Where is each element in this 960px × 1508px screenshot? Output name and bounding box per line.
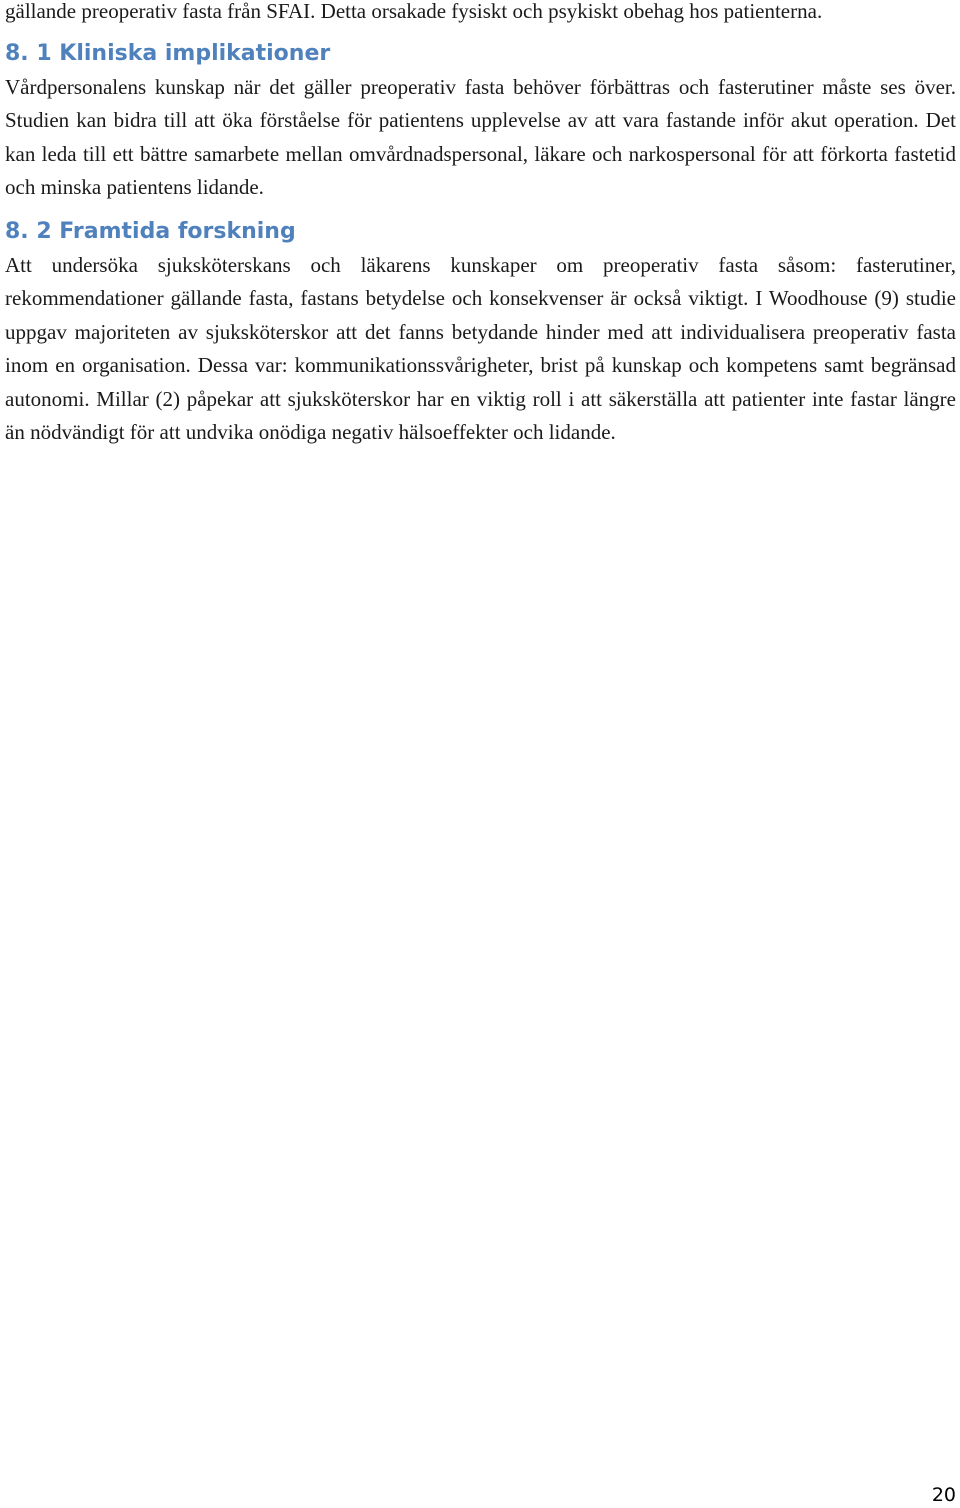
intro-paragraph: gällande preoperativ fasta från SFAI. Detta orsakade fysiskt och psykiskt obehag hos patienterna. [5,0,823,23]
section-paragraph-kliniska-implikationer: Vårdpersonalens kunskap när det gäller preoperativ fasta behöver förbättras och fasterutiner måste ses över. Studien kan bidra till att öka förståelse för patientens upplevelse av att vara fastande inför akut operation. Det kan leda till ett bättre samarbete mellan omvårdnadspersonal, läkare och narkospersonal för att förkorta fastetid och minska patientens lidande. [5,74,956,199]
section-heading-framtida-forskning: 8. 2 Framtida forskning [5,218,296,244]
section-heading-kliniska-implikationer: 8. 1 Kliniska implikationer [5,40,331,66]
page-number: 20 [931,1484,956,1506]
section-paragraph-framtida-forskning: Att undersöka sjuksköterskans och läkarens kunskaper om preoperativ fasta såsom: fasterutiner, rekommendationer gällande fasta, fastans betydelse och konsekvenser är också viktigt. I Woodhouse (9) studie uppgav majoriteten av sjuksköterskor att det fanns betydande hinder med att individualisera preoperativ fasta inom en organisation. Dessa var: kommunikationssvårigheter, brist på kunskap och kompetens samt begränsad autonomi. Millar (2) påpekar att sjuksköterskor har en viktig roll i att säkerställa att patienter inte fastar längre än nödvändigt för att undvika onödiga negativ hälsoeffekter och lidande. [5,252,956,444]
document-page [5,0,956,450]
